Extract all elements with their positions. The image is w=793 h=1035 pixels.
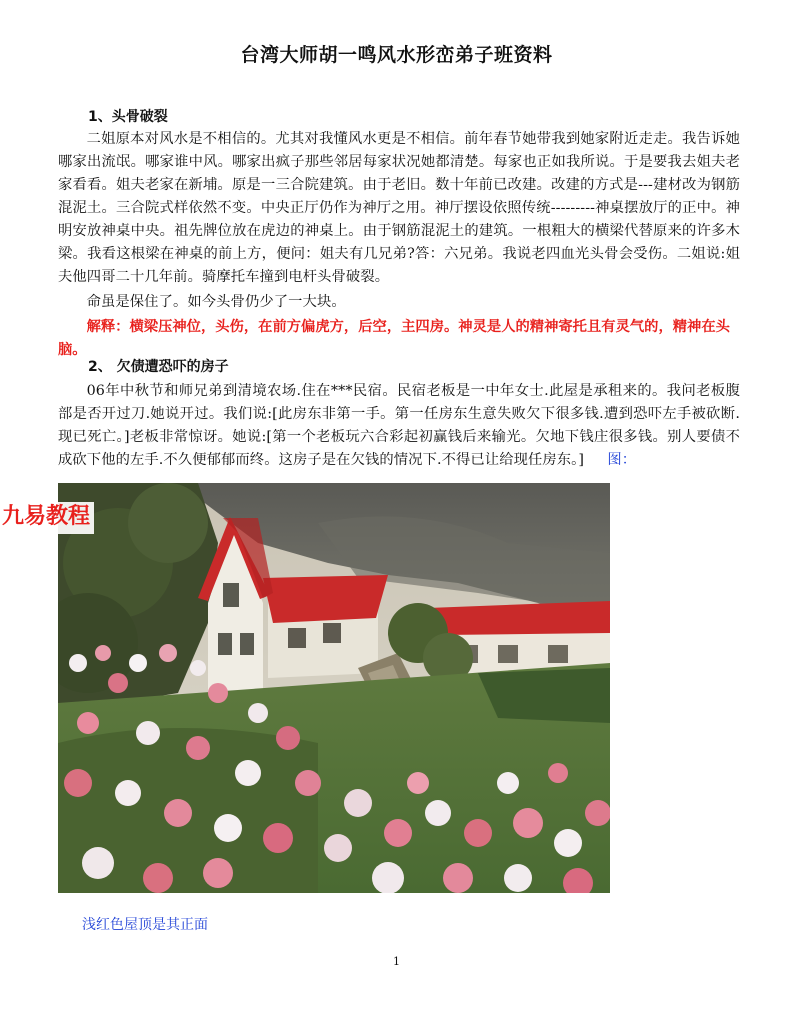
section-1 (58, 106, 740, 362)
page-number: 1 (393, 955, 400, 968)
section-1-paragraph-2: 命虽是保住了。如今头骨仍少了一大块。 (86, 294, 346, 310)
house-photo (58, 483, 610, 893)
section-2-heading: 2、 欠债遭恐吓的房子 (88, 359, 229, 375)
section-1-heading: 1、头骨破裂 (88, 109, 168, 125)
page-title: 台湾大师胡一鸣风水形峦弟子班资料 (240, 44, 553, 66)
section-2-text: 06年中秋节和师兄弟到清境农场.住在***民宿。民宿老板是一中年女士.此屋是承租来的。我问老板腹部是否开过刀.她说开过。我们说:[此房东非第一手。第一任房东生意失败欠下很多钱.遭到恐吓左手被砍断.现已死亡。]老板非常惊讶。她说:[第一个老板玩六合彩起初赢钱后来输光。欠地下钱庄很多钱。别人要债不成砍下他的左手.不久便郁郁而终。这房子是在欠钱的情况下.不得已让给现任房东。] (58, 383, 740, 468)
photo-caption: 浅红色屋顶是其正面 (82, 917, 208, 933)
section-1-explanation: 解释：横梁压神位，头伤，在前方偏虎方，后空，主四房。神灵是人的精神寄托且有灵气的，精神在头脑。 (58, 319, 730, 358)
watermark-logo: 九易教程 (0, 502, 94, 534)
section-2-paragraph (58, 380, 740, 472)
figure-label: 图： (607, 452, 637, 468)
section-2 (58, 356, 740, 472)
section-1-paragraph-1: 二姐原本对风水是不相信的。尤其对我懂风水更是不相信。前年春节她带我到她家附近走走。我告诉她哪家出流氓。哪家谁中风。哪家出疯子那些邻居每家状况她都清楚。每家也正如我所说。于是要我去姐夫老家看看。姐夫老家在新埔。原是一三合院建筑。由于老旧。数十年前已改建。改建的方式是---建材改为钢筋混泥土。三合院式样依然不变。中央正厅仍作为神厅之用。神厅摆设依照传统---------神桌摆放厅的正中。神明安放神桌中央。祖先牌位放在虎边的神桌上。由于钢筋混泥土的建筑。一根粗大的横梁代替原来的许多木梁。我看这根梁在神桌的前上方，便问：姐夫有几兄弟?答：六兄弟。我说老四血光头骨会受伤。二姐说:姐夫他四哥二十几年前。骑摩托车撞到电杆头骨破裂。 (58, 131, 740, 285)
house-garden-illustration (58, 483, 610, 893)
